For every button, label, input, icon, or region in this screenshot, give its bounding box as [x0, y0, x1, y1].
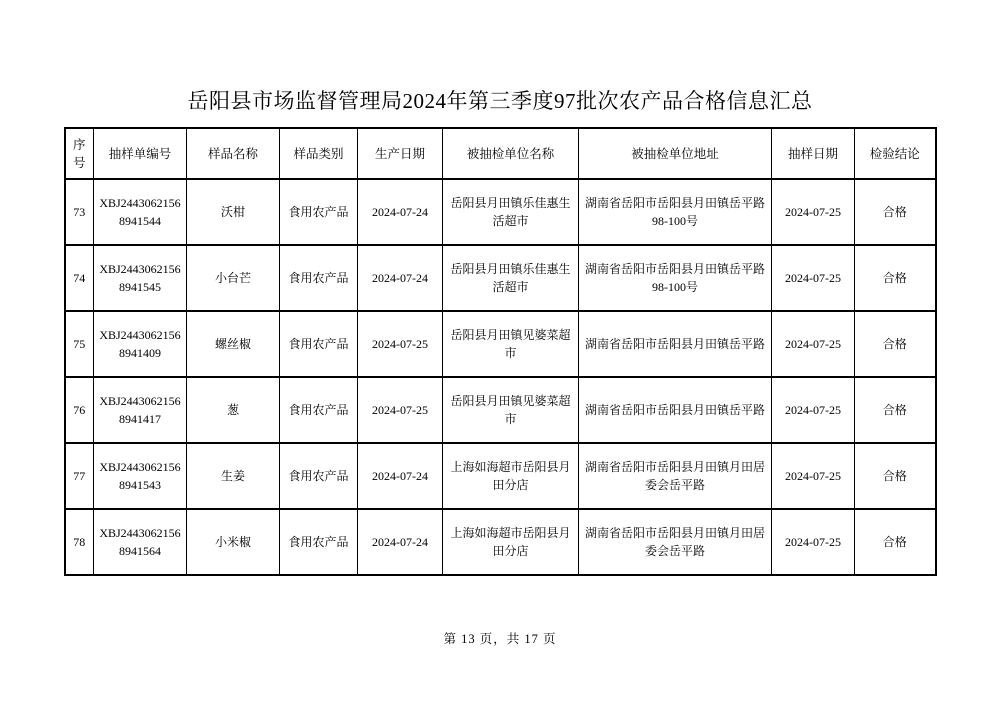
cell-sample-name: 小米椒 — [187, 509, 280, 575]
cell-sample-name: 沃柑 — [187, 179, 280, 245]
cell-sample-id: XBJ24430621568941564 — [94, 509, 187, 575]
column-header-production-date: 生产日期 — [358, 128, 443, 179]
cell-seq: 74 — [65, 245, 94, 311]
cell-category: 食用农产品 — [280, 443, 358, 509]
cell-result: 合格 — [855, 377, 936, 443]
cell-sample-id: XBJ24430621568941409 — [94, 311, 187, 377]
cell-sample-name: 生姜 — [187, 443, 280, 509]
cell-production-date: 2024-07-24 — [358, 179, 443, 245]
cell-sampling-date: 2024-07-25 — [772, 443, 855, 509]
column-header-sampling-date: 抽样日期 — [772, 128, 855, 179]
cell-result: 合格 — [855, 245, 936, 311]
cell-unit-name: 上海如海超市岳阳县月田分店 — [443, 443, 579, 509]
inspection-results-table — [64, 127, 937, 576]
column-header-sample-name: 样品名称 — [187, 128, 280, 179]
cell-category: 食用农产品 — [280, 377, 358, 443]
cell-sample-name: 葱 — [187, 377, 280, 443]
cell-category: 食用农产品 — [280, 245, 358, 311]
cell-production-date: 2024-07-25 — [358, 311, 443, 377]
cell-unit-address: 湖南省岳阳市岳阳县月田镇岳平路98-100号 — [579, 245, 772, 311]
column-header-category: 样品类别 — [280, 128, 358, 179]
cell-category: 食用农产品 — [280, 179, 358, 245]
cell-unit-name: 岳阳县月田镇乐佳惠生活超市 — [443, 245, 579, 311]
column-header-result: 检验结论 — [855, 128, 936, 179]
table-row — [65, 311, 936, 377]
cell-production-date: 2024-07-24 — [358, 509, 443, 575]
cell-production-date: 2024-07-25 — [358, 377, 443, 443]
cell-sample-id: XBJ24430621568941417 — [94, 377, 187, 443]
cell-sample-id: XBJ24430621568941544 — [94, 179, 187, 245]
cell-sampling-date: 2024-07-25 — [772, 377, 855, 443]
cell-production-date: 2024-07-24 — [358, 443, 443, 509]
cell-unit-name: 岳阳县月田镇乐佳惠生活超市 — [443, 179, 579, 245]
cell-unit-address: 湖南省岳阳市岳阳县月田镇月田居委会岳平路 — [579, 509, 772, 575]
cell-category: 食用农产品 — [280, 509, 358, 575]
table-row — [65, 443, 936, 509]
column-header-unit-address: 被抽检单位地址 — [579, 128, 772, 179]
table-row — [65, 377, 936, 443]
cell-result: 合格 — [855, 509, 936, 575]
cell-sample-id: XBJ24430621568941545 — [94, 245, 187, 311]
cell-result: 合格 — [855, 179, 936, 245]
cell-unit-address: 湖南省岳阳市岳阳县月田镇月田居委会岳平路 — [579, 443, 772, 509]
table-row — [65, 509, 936, 575]
cell-sample-name: 螺丝椒 — [187, 311, 280, 377]
cell-production-date: 2024-07-24 — [358, 245, 443, 311]
cell-sample-name: 小台芒 — [187, 245, 280, 311]
cell-unit-address: 湖南省岳阳市岳阳县月田镇岳平路 — [579, 377, 772, 443]
page-number: 第 13 页，共 17 页 — [443, 632, 557, 646]
cell-sampling-date: 2024-07-25 — [772, 311, 855, 377]
cell-seq: 75 — [65, 311, 94, 377]
cell-sampling-date: 2024-07-25 — [772, 509, 855, 575]
cell-seq: 78 — [65, 509, 94, 575]
cell-unit-address: 湖南省岳阳市岳阳县月田镇岳平路 — [579, 311, 772, 377]
cell-seq: 76 — [65, 377, 94, 443]
table-body — [65, 179, 936, 575]
cell-unit-name: 上海如海超市岳阳县月田分店 — [443, 509, 579, 575]
column-header-unit-name: 被抽检单位名称 — [443, 128, 579, 179]
cell-seq: 73 — [65, 179, 94, 245]
page-title: 岳阳县市场监督管理局2024年第三季度97批次农产品合格信息汇总 — [187, 89, 813, 113]
cell-unit-name: 岳阳县月田镇见婆菜超市 — [443, 377, 579, 443]
cell-unit-name: 岳阳县月田镇见婆菜超市 — [443, 311, 579, 377]
cell-sampling-date: 2024-07-25 — [772, 245, 855, 311]
table-header-row — [65, 128, 936, 179]
table-row — [65, 179, 936, 245]
cell-unit-address: 湖南省岳阳市岳阳县月田镇岳平路98-100号 — [579, 179, 772, 245]
cell-sample-id: XBJ24430621568941543 — [94, 443, 187, 509]
cell-result: 合格 — [855, 443, 936, 509]
cell-seq: 77 — [65, 443, 94, 509]
column-header-sample-id: 抽样单编号 — [94, 128, 187, 179]
table-row — [65, 245, 936, 311]
cell-sampling-date: 2024-07-25 — [772, 179, 855, 245]
cell-result: 合格 — [855, 311, 936, 377]
column-header-seq: 序号 — [65, 128, 94, 179]
cell-category: 食用农产品 — [280, 311, 358, 377]
